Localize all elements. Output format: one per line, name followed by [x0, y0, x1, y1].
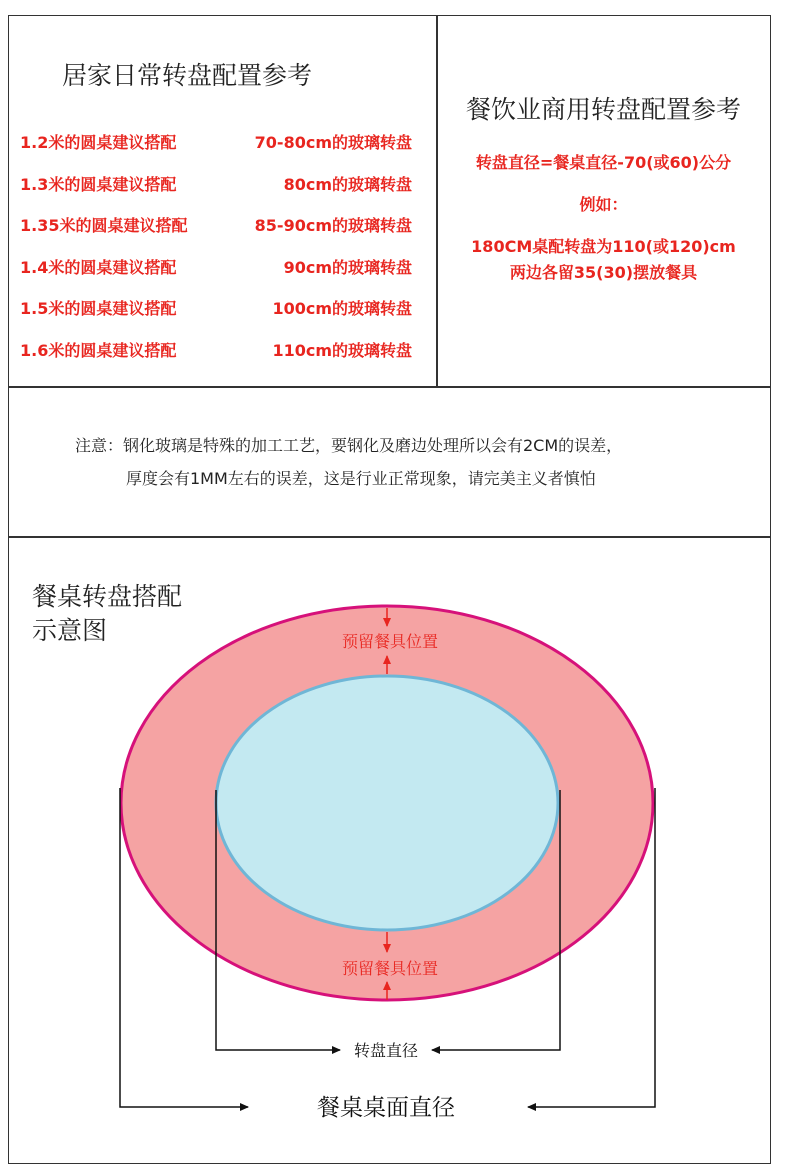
glass-size-text: 110cm的玻璃转盘	[272, 341, 412, 360]
home-config-title: 居家日常转盘配置参考	[62, 61, 313, 90]
table-size-text: 1.2米的圆桌建议搭配	[20, 133, 177, 152]
table-size-text: 1.6米的圆桌建议搭配	[20, 341, 177, 360]
glass-size-text: 80cm的玻璃转盘	[283, 175, 412, 194]
example-label: 例如：	[579, 195, 628, 214]
business-config-title: 餐饮业商用转盘配置参考	[465, 95, 741, 124]
example-line: 两边各留35(30)摆放餐具	[509, 263, 698, 282]
table-size-text: 1.4米的圆桌建议搭配	[20, 258, 177, 277]
reserve-label-bottom: 预留餐具位置	[341, 959, 439, 978]
turntable-shape	[216, 676, 558, 930]
table-diameter-label: 餐桌桌面直径	[317, 1095, 455, 1121]
table-size-text: 1.3米的圆桌建议搭配	[20, 175, 177, 194]
glass-size-text: 85-90cm的玻璃转盘	[254, 216, 412, 235]
turntable-formula: 转盘直径=餐桌直径-70(或60)公分	[475, 153, 732, 172]
notice-line: 厚度会有1MM左右的误差，这是行业正常现象，请完美主义者慎怕	[126, 469, 596, 488]
reserve-label-top: 预留餐具位置	[341, 632, 439, 651]
turntable-diameter-label: 转盘直径	[353, 1041, 419, 1060]
diagram-title: 示意图	[32, 616, 108, 645]
example-line: 180CM桌配转盘为110(或120)cm	[471, 237, 736, 256]
glass-size-text: 70-80cm的玻璃转盘	[254, 133, 412, 152]
table-size-text: 1.5米的圆桌建议搭配	[20, 299, 177, 318]
table-size-text: 1.35米的圆桌建议搭配	[20, 216, 188, 235]
notice-line: 注意：钢化玻璃是特殊的加工工艺，要钢化及磨边处理所以会有2CM的误差，	[75, 436, 623, 455]
glass-size-text: 90cm的玻璃转盘	[283, 258, 412, 277]
glass-size-text: 100cm的玻璃转盘	[272, 299, 412, 318]
diagram-title: 餐桌转盘搭配	[32, 582, 183, 611]
